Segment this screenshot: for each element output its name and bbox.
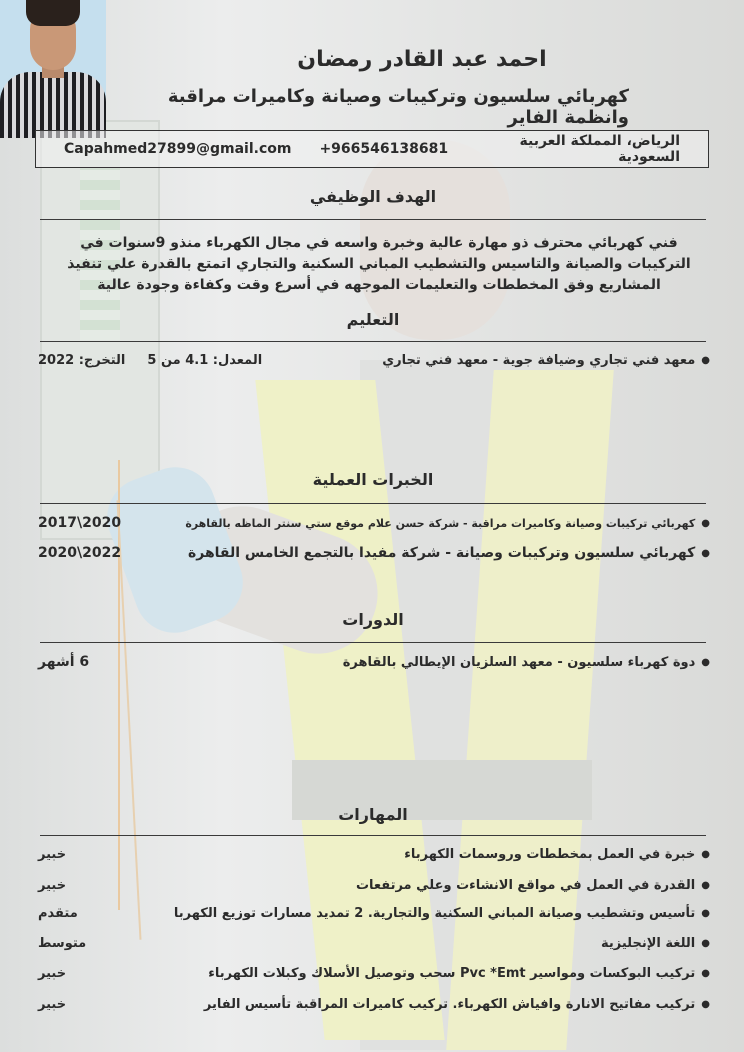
skill-item bbox=[38, 906, 710, 921]
skill-level: متوسط bbox=[38, 936, 87, 951]
education-heading: التعليم bbox=[346, 310, 400, 329]
candidate-name: احمد عبد القادر رمضان bbox=[297, 47, 547, 72]
skill-item bbox=[38, 966, 710, 981]
profile-photo bbox=[0, 0, 106, 138]
education-graduation: التخرج: 2022 bbox=[38, 353, 126, 368]
bullet-icon: ● bbox=[701, 656, 710, 668]
skill-level: خبير bbox=[38, 997, 67, 1012]
experience-description: كهربائي تركيبات وصيانة وكاميرات مراقبة - شركة حسن علام موقع ستي سنتر الماظه بالقاهرة bbox=[185, 516, 696, 530]
education-item bbox=[38, 353, 710, 368]
photo-hair bbox=[26, 0, 80, 26]
skill-item-main bbox=[356, 878, 710, 893]
divider bbox=[40, 219, 706, 220]
skill-level: خبير bbox=[38, 878, 67, 893]
experience-description: كهربائي سلسيون وتركيبات وصيانة - شركة مفيدا بالتجمع الخامس القاهرة bbox=[187, 545, 696, 561]
skill-item-main bbox=[208, 966, 710, 981]
bullet-icon: ● bbox=[701, 849, 710, 860]
skill-item-main bbox=[601, 936, 710, 951]
skill-description: تركيب البوكسات ومواسير Pvc *Emt سحب وتوصيل الأسلاك وكبلات الكهرباء bbox=[208, 966, 696, 981]
experience-heading: الخبرات العملية bbox=[312, 470, 434, 489]
skill-item bbox=[38, 847, 710, 862]
course-duration: 6 أشهر bbox=[38, 654, 90, 670]
bullet-icon: ● bbox=[701, 355, 710, 366]
bullet-icon: ● bbox=[701, 938, 710, 949]
education-institute: معهد فني تجاري وضيافة جوية - معهد فني تجاري bbox=[382, 353, 696, 368]
candidate-title: كهربائي سلسيون وتركيبات وصيانة وكاميرات مراقبة وانظمة الفاير bbox=[167, 86, 629, 128]
skill-item bbox=[38, 878, 710, 893]
divider bbox=[40, 642, 706, 643]
experience-item bbox=[38, 545, 710, 561]
bullet-icon: ● bbox=[701, 517, 710, 529]
skill-item bbox=[38, 997, 710, 1012]
experience-item-main bbox=[188, 545, 710, 561]
bullet-icon: ● bbox=[701, 908, 710, 919]
experience-period: 2022\2020 bbox=[38, 545, 122, 561]
divider bbox=[40, 341, 706, 342]
course-description: دوة كهرباء سلسيون - معهد السلزيان الإيطالي بالقاهرة bbox=[342, 654, 696, 670]
skill-level: خبير bbox=[38, 847, 67, 862]
contact-email[interactable]: Capahmed27899@gmail.com bbox=[64, 141, 292, 157]
skill-item-main bbox=[204, 997, 710, 1012]
contact-phone[interactable]: +966546138681 bbox=[319, 141, 449, 157]
skill-description: خبرة في العمل بمخططات وروسمات الكهرباء bbox=[404, 847, 696, 862]
bullet-icon: ● bbox=[701, 999, 710, 1010]
contact-box bbox=[35, 130, 709, 168]
skill-level: خبير bbox=[38, 966, 67, 981]
courses-heading: الدورات bbox=[342, 610, 404, 629]
skill-description: اللغة الإنجليزية bbox=[601, 936, 696, 951]
course-item bbox=[38, 654, 710, 670]
contact-location: الرياض، المملكة العربية السعودية bbox=[519, 133, 680, 165]
experience-period: 2020\2017 bbox=[38, 515, 122, 531]
skill-item-main bbox=[174, 906, 710, 921]
bullet-icon: ● bbox=[701, 880, 710, 891]
education-gpa: المعدل: 4.1 من 5 bbox=[147, 353, 263, 368]
divider bbox=[40, 835, 706, 836]
objective-heading: الهدف الوظيفي bbox=[309, 187, 437, 206]
bullet-icon: ● bbox=[701, 968, 710, 979]
skills-heading: المهارات bbox=[338, 805, 408, 824]
divider bbox=[40, 503, 706, 504]
skill-level: متقدم bbox=[38, 906, 78, 921]
course-item-main bbox=[343, 655, 710, 670]
experience-item-main bbox=[185, 517, 710, 530]
bullet-icon: ● bbox=[701, 547, 710, 559]
skill-item bbox=[38, 936, 710, 951]
education-meta bbox=[38, 353, 262, 368]
education-item-main bbox=[382, 353, 710, 368]
experience-item bbox=[38, 515, 710, 531]
skill-item-main bbox=[404, 847, 710, 862]
skill-description: تركيب مفاتيح الانارة وافياش الكهرباء. تركيب كاميرات المراقبة تأسيس الفاير bbox=[203, 997, 696, 1012]
objective-text: فني كهربائي محترف ذو مهارة عالية وخبرة واسعه في مجال الكهرباء منذو 9سنوات في التركيبات والصيانة والتاسيس والتشطيب المباني السكنية والتجاري اتمتع بالقدرة علي تنفيذ المشاريع وفق المخططات والتعليمات الموجهه في أسرع وقت وكفاءة وجودة عالية bbox=[67, 235, 691, 293]
skill-description: تأسيس وتشطيب وصيانة المباني السكنية والتجارية. 2 تمديد مسارات توزيع الكهربا bbox=[173, 906, 696, 921]
skill-description: القدرة في العمل في مواقع الانشاءت وعلي مرتفعات bbox=[355, 878, 696, 893]
photo-shirt bbox=[0, 72, 106, 138]
